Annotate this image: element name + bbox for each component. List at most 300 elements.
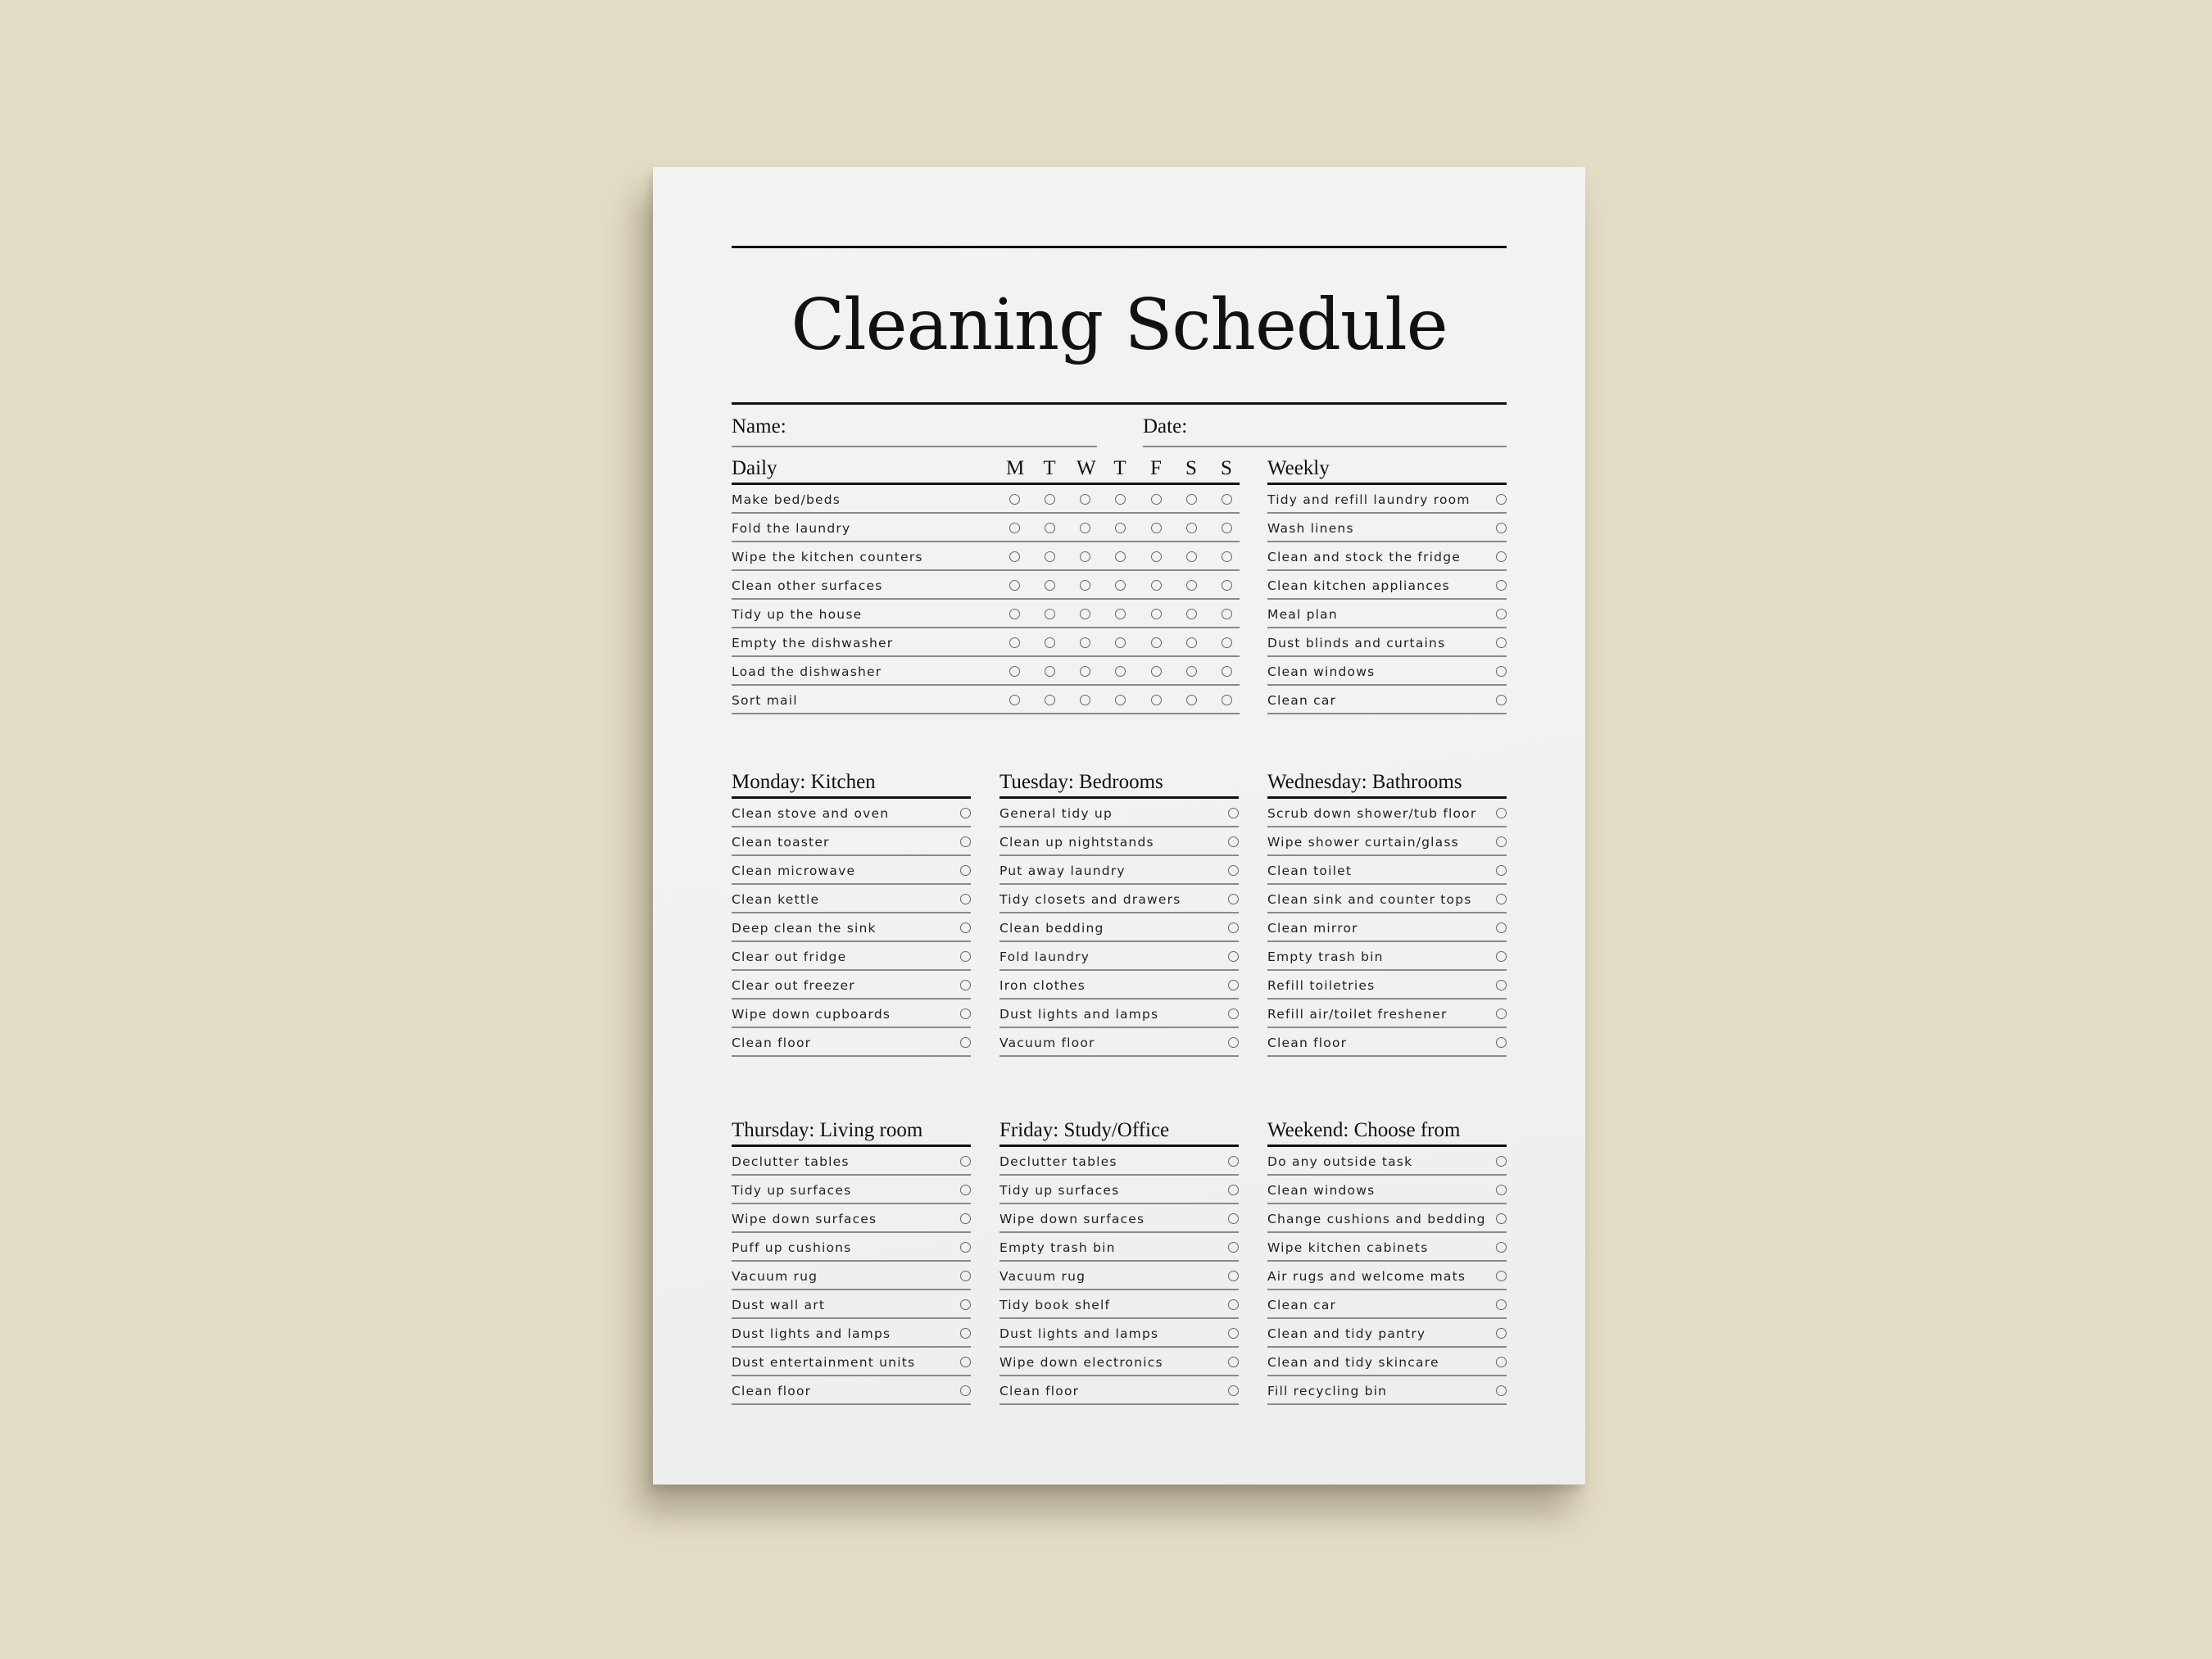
checkbox-circle[interactable] [1222,551,1232,562]
monday-task-row [732,827,971,856]
checkbox-circle[interactable] [1080,580,1090,591]
checkbox-circle[interactable] [1151,666,1162,677]
task-label: Clean bedding [999,921,1104,936]
checkbox-circle[interactable] [1228,1357,1239,1367]
weekday-section-2 [732,1109,1507,1457]
checkbox-circle[interactable] [1080,666,1090,677]
top-rule [732,246,1507,248]
checkbox-circle[interactable] [1115,609,1126,619]
tuesday-header [999,761,1239,799]
checkbox-circle[interactable] [1496,980,1507,990]
day-letter: M [1006,457,1025,479]
weekend-heading: Weekend: Choose from [1267,1119,1461,1141]
friday-task-row [999,1204,1239,1233]
checkbox-circle[interactable] [1009,523,1020,533]
daily-task-row [732,628,1240,657]
tuesday-table [999,761,1239,1057]
wednesday-task-row [1267,913,1507,942]
name-label: Name: [732,415,786,437]
checkbox-circle[interactable] [1228,980,1239,990]
weekly-task-row [1267,600,1507,628]
task-label: Vacuum rug [732,1269,818,1284]
task-label: Meal plan [1267,607,1338,622]
task-label: Clean mirror [1267,921,1358,936]
checkbox-circle[interactable] [1496,494,1507,505]
tuesday-task-row [999,999,1239,1028]
thursday-task-row [732,1290,971,1319]
friday-heading: Friday: Study/Office [999,1119,1170,1141]
thursday-task-row [732,1348,971,1376]
task-label: Clean car [1267,1298,1337,1312]
weekly-table [1267,447,1507,714]
checkbox-circle[interactable] [1496,1185,1507,1195]
checkbox-circle[interactable] [1151,609,1162,619]
friday-task-row [999,1262,1239,1290]
checkbox-circle[interactable] [1115,666,1126,677]
task-label: General tidy up [999,806,1113,821]
checkbox-circle[interactable] [1115,494,1126,505]
thursday-task-row [732,1262,971,1290]
wednesday-heading: Wednesday: Bathrooms [1267,771,1462,793]
day-letter: W [1077,457,1096,479]
checkbox-circle[interactable] [1115,551,1126,562]
monday-task-row [732,942,971,971]
tuesday-task-row [999,971,1239,999]
checkbox-circle[interactable] [1045,523,1055,533]
friday-task-row [999,1319,1239,1348]
checkbox-circle[interactable] [1186,666,1197,677]
checkbox-circle[interactable] [960,1385,971,1396]
weekly-task-row [1267,628,1507,657]
task-label: Fold the laundry [732,521,851,536]
checkbox-circle[interactable] [1496,523,1507,533]
checkbox-circle[interactable] [1496,580,1507,591]
checkbox-circle[interactable] [1496,1009,1507,1019]
daily-heading: Daily [732,457,777,479]
date-label: Date: [1143,415,1188,437]
day-letter: S [1185,457,1197,479]
day-letter: T [1043,457,1056,479]
checkbox-circle[interactable] [1151,523,1162,533]
weekend-task-row [1267,1233,1507,1262]
thursday-table [732,1109,971,1405]
checkbox-circle[interactable] [1151,551,1162,562]
weekday-section-1 [732,761,1507,1109]
checkbox-circle[interactable] [1151,580,1162,591]
checkbox-circle[interactable] [1496,836,1507,847]
friday-rows [999,1147,1239,1405]
thursday-heading: Thursday: Living room [732,1119,923,1141]
task-label: Clean kitchen appliances [1267,578,1450,593]
checkbox-circle[interactable] [1228,836,1239,847]
checkbox-circle[interactable] [1115,695,1126,705]
checkbox-circle[interactable] [1222,666,1232,677]
task-label: Fold laundry [999,950,1090,964]
name-field[interactable] [732,406,1097,447]
task-label: Tidy book shelf [999,1298,1111,1312]
checkbox-circle[interactable] [1115,523,1126,533]
checkbox-circle[interactable] [1045,609,1055,619]
task-label: Dust lights and lamps [732,1326,891,1341]
task-label: Clean floor [1267,1036,1348,1050]
day-letter: F [1150,457,1162,479]
checkbox-circle[interactable] [1080,494,1090,505]
thursday-task-row [732,1319,971,1348]
weekly-rows [1267,485,1507,714]
checkbox-circle[interactable] [960,1213,971,1224]
weekly-task-row [1267,514,1507,542]
checkbox-circle[interactable] [1009,695,1020,705]
checkbox-circle[interactable] [960,1271,971,1281]
task-label: Clean toaster [732,835,830,850]
tuesday-task-row [999,856,1239,885]
checkbox-circle[interactable] [1228,808,1239,818]
weekend-task-row [1267,1376,1507,1405]
checkbox-circle[interactable] [1496,1299,1507,1310]
monday-task-row [732,971,971,999]
task-label: Declutter tables [999,1154,1117,1169]
checkbox-circle[interactable] [960,951,971,962]
checkbox-circle[interactable] [1496,865,1507,876]
thursday-task-row [732,1147,971,1176]
task-label: Put away laundry [999,863,1126,878]
checkbox-circle[interactable] [1228,922,1239,933]
day-letter: T [1113,457,1126,479]
task-label: Empty trash bin [999,1240,1116,1255]
checkbox-circle[interactable] [1222,494,1232,505]
thursday-header [732,1109,971,1147]
task-label: Clean microwave [732,863,856,878]
tuesday-rows [999,799,1239,1057]
task-label: Air rugs and welcome mats [1267,1269,1466,1284]
checkbox-circle[interactable] [1496,1213,1507,1224]
daily-weekly-section [732,447,1507,726]
checkbox-circle[interactable] [1009,551,1020,562]
printable-sheet [653,167,1585,1484]
checkbox-circle[interactable] [960,1156,971,1167]
tuesday-task-row [999,1028,1239,1057]
monday-task-row [732,913,971,942]
task-label: Wipe shower curtain/glass [1267,835,1459,850]
task-label: Clean car [1267,693,1337,708]
checkbox-circle[interactable] [1115,580,1126,591]
task-label: Tidy up surfaces [999,1183,1120,1198]
task-label: Refill toiletries [1267,978,1376,993]
checkbox-circle[interactable] [1496,609,1507,619]
checkbox-circle[interactable] [1496,808,1507,818]
daily-header [732,447,1240,485]
checkbox-circle[interactable] [1222,637,1232,648]
checkbox-circle[interactable] [1222,523,1232,533]
task-label: Change cushions and bedding [1267,1212,1486,1226]
checkbox-circle[interactable] [960,1037,971,1048]
thursday-task-row [732,1204,971,1233]
checkbox-circle[interactable] [1228,1385,1239,1396]
wednesday-task-row [1267,856,1507,885]
friday-task-row [999,1348,1239,1376]
weekend-task-row [1267,1290,1507,1319]
checkbox-circle[interactable] [1080,609,1090,619]
task-label: Tidy up surfaces [732,1183,852,1198]
daily-task-row [732,686,1240,714]
daily-table [732,447,1240,714]
task-label: Clean sink and counter tops [1267,892,1472,907]
checkbox-circle[interactable] [1496,922,1507,933]
daily-task-row [732,514,1240,542]
daily-task-row [732,571,1240,600]
checkbox-circle[interactable] [1228,1156,1239,1167]
task-label: Empty the dishwasher [732,636,894,650]
weekend-task-row [1267,1262,1507,1290]
weekend-task-row [1267,1204,1507,1233]
task-label: Declutter tables [732,1154,850,1169]
checkbox-circle[interactable] [1496,1156,1507,1167]
task-label: Fill recycling bin [1267,1384,1388,1398]
checkbox-circle[interactable] [1186,523,1197,533]
task-label: Puff up cushions [732,1240,852,1255]
task-label: Wipe the kitchen counters [732,550,923,564]
monday-table [732,761,971,1057]
checkbox-circle[interactable] [1186,695,1197,705]
task-label: Clear out fridge [732,950,847,964]
checkbox-circle[interactable] [1080,523,1090,533]
checkbox-circle[interactable] [1186,580,1197,591]
checkbox-circle[interactable] [1009,580,1020,591]
checkbox-circle[interactable] [1009,666,1020,677]
task-label: Dust lights and lamps [999,1007,1159,1022]
checkbox-circle[interactable] [1228,1242,1239,1253]
task-label: Wipe down cupboards [732,1007,891,1022]
daily-rows [732,485,1240,714]
checkbox-circle[interactable] [1045,637,1055,648]
task-label: Clean floor [732,1384,812,1398]
weekend-table [1267,1109,1507,1405]
checkbox-circle[interactable] [1228,1271,1239,1281]
tuesday-heading: Tuesday: Bedrooms [999,771,1163,793]
weekly-task-row [1267,571,1507,600]
checkbox-circle[interactable] [1186,551,1197,562]
checkbox-circle[interactable] [1045,580,1055,591]
weekend-task-row [1267,1147,1507,1176]
task-label: Iron clothes [999,978,1086,993]
task-label: Vacuum rug [999,1269,1086,1284]
checkbox-circle[interactable] [960,865,971,876]
checkbox-circle[interactable] [1496,1242,1507,1253]
checkbox-circle[interactable] [960,1185,971,1195]
friday-task-row [999,1176,1239,1204]
task-label: Clean toilet [1267,863,1353,878]
task-label: Tidy closets and drawers [999,892,1181,907]
thursday-rows [732,1147,971,1405]
checkbox-circle[interactable] [1009,637,1020,648]
checkbox-circle[interactable] [1496,1357,1507,1367]
tuesday-task-row [999,913,1239,942]
task-label: Clean windows [1267,664,1376,679]
checkbox-circle[interactable] [1080,551,1090,562]
task-label: Scrub down shower/tub floor [1267,806,1477,821]
checkbox-circle[interactable] [1228,1009,1239,1019]
checkbox-circle[interactable] [1009,494,1020,505]
checkbox-circle[interactable] [1228,1037,1239,1048]
weekly-task-row [1267,686,1507,714]
checkbox-circle[interactable] [1496,551,1507,562]
weekend-rows [1267,1147,1507,1405]
task-label: Clean up nightstands [999,835,1154,850]
wednesday-header [1267,761,1507,799]
task-label: Wipe kitchen cabinets [1267,1240,1429,1255]
checkbox-circle[interactable] [1151,695,1162,705]
thursday-task-row [732,1176,971,1204]
task-label: Load the dishwasher [732,664,882,679]
checkbox-circle[interactable] [1186,609,1197,619]
task-label: Refill air/toilet freshener [1267,1007,1448,1022]
task-label: Vacuum floor [999,1036,1095,1050]
wednesday-table [1267,761,1507,1057]
checkbox-circle[interactable] [1228,1328,1239,1339]
checkbox-circle[interactable] [1045,695,1055,705]
task-label: Clean and stock the fridge [1267,550,1461,564]
weekend-task-row [1267,1348,1507,1376]
checkbox-circle[interactable] [1151,494,1162,505]
task-label: Tidy and refill laundry room [1267,492,1471,507]
checkbox-circle[interactable] [960,1357,971,1367]
task-label: Tidy up the house [732,607,863,622]
daily-task-row [732,485,1240,514]
weekend-task-row [1267,1319,1507,1348]
friday-table [999,1109,1239,1405]
wednesday-task-row [1267,971,1507,999]
checkbox-circle[interactable] [960,836,971,847]
checkbox-circle[interactable] [1045,494,1055,505]
task-label: Clean other surfaces [732,578,883,593]
checkbox-circle[interactable] [1228,1213,1239,1224]
checkbox-circle[interactable] [1496,1271,1507,1281]
task-label: Do any outside task [1267,1154,1413,1169]
task-label: Clean windows [1267,1183,1376,1198]
task-label: Clean floor [732,1036,812,1050]
checkbox-circle[interactable] [960,1299,971,1310]
checkbox-circle[interactable] [1080,695,1090,705]
checkbox-circle[interactable] [1228,865,1239,876]
weekly-task-row [1267,657,1507,686]
checkbox-circle[interactable] [1496,695,1507,705]
thursday-task-row [732,1376,971,1405]
task-label: Wipe down electronics [999,1355,1163,1370]
friday-header [999,1109,1239,1147]
friday-task-row [999,1233,1239,1262]
checkbox-circle[interactable] [960,1328,971,1339]
wednesday-task-row [1267,942,1507,971]
task-label: Clear out freezer [732,978,855,993]
friday-task-row [999,1290,1239,1319]
checkbox-circle[interactable] [960,1009,971,1019]
checkbox-circle[interactable] [1186,637,1197,648]
task-label: Clean and tidy pantry [1267,1326,1426,1341]
checkbox-circle[interactable] [960,1242,971,1253]
task-label: Sort mail [732,693,798,708]
task-label: Clean stove and oven [732,806,890,821]
task-label: Make bed/beds [732,492,841,507]
checkbox-circle[interactable] [1045,551,1055,562]
checkbox-circle[interactable] [960,808,971,818]
tuesday-task-row [999,942,1239,971]
checkbox-circle[interactable] [1496,1385,1507,1396]
monday-task-row [732,999,971,1028]
wednesday-task-row [1267,999,1507,1028]
checkbox-circle[interactable] [960,894,971,904]
checkbox-circle[interactable] [1496,894,1507,904]
task-label: Clean and tidy skincare [1267,1355,1439,1370]
checkbox-circle[interactable] [1009,609,1020,619]
checkbox-circle[interactable] [1186,494,1197,505]
name-date-row [732,405,1507,447]
checkbox-circle[interactable] [1115,637,1126,648]
wednesday-task-row [1267,885,1507,913]
checkbox-circle[interactable] [1045,666,1055,677]
daily-task-row [732,542,1240,571]
task-label: Dust wall art [732,1298,826,1312]
task-label: Wipe down surfaces [999,1212,1145,1226]
checkbox-circle[interactable] [1222,580,1232,591]
monday-heading: Monday: Kitchen [732,771,876,793]
thursday-task-row [732,1233,971,1262]
checkbox-circle[interactable] [1496,1328,1507,1339]
checkbox-circle[interactable] [1496,1037,1507,1048]
task-label: Empty trash bin [1267,950,1384,964]
daily-task-row [732,657,1240,686]
checkbox-circle[interactable] [1496,666,1507,677]
weekly-task-row [1267,485,1507,514]
task-label: Dust blinds and curtains [1267,636,1446,650]
checkbox-circle[interactable] [1228,1185,1239,1195]
checkbox-circle[interactable] [1222,609,1232,619]
checkbox-circle[interactable] [960,922,971,933]
monday-task-row [732,1028,971,1057]
wednesday-task-row [1267,827,1507,856]
page-title: Cleaning Schedule [791,284,1448,366]
weekend-task-row [1267,1176,1507,1204]
checkbox-circle[interactable] [1222,695,1232,705]
task-label: Clean floor [999,1384,1080,1398]
friday-task-row [999,1376,1239,1405]
weekly-header [1267,447,1507,485]
task-label: Dust lights and lamps [999,1326,1159,1341]
monday-task-row [732,856,971,885]
wednesday-rows [1267,799,1507,1057]
tuesday-task-row [999,827,1239,856]
date-field[interactable] [1143,406,1507,447]
task-label: Deep clean the sink [732,921,877,936]
checkbox-circle[interactable] [1080,637,1090,648]
monday-header [732,761,971,799]
task-label: Wash linens [1267,521,1354,536]
sheet-content [732,246,1507,1457]
checkbox-circle[interactable] [1228,951,1239,962]
monday-task-row [732,799,971,827]
wednesday-task-row [1267,1028,1507,1057]
checkbox-circle[interactable] [1496,637,1507,648]
checkbox-circle[interactable] [1228,894,1239,904]
weekly-heading: Weekly [1267,457,1330,479]
monday-rows [732,799,971,1057]
task-label: Clean kettle [732,892,820,907]
checkbox-circle[interactable] [1151,637,1162,648]
checkbox-circle[interactable] [1228,1299,1239,1310]
daily-task-row [732,600,1240,628]
checkbox-circle[interactable] [960,980,971,990]
day-letter: S [1221,457,1232,479]
checkbox-circle[interactable] [1496,951,1507,962]
